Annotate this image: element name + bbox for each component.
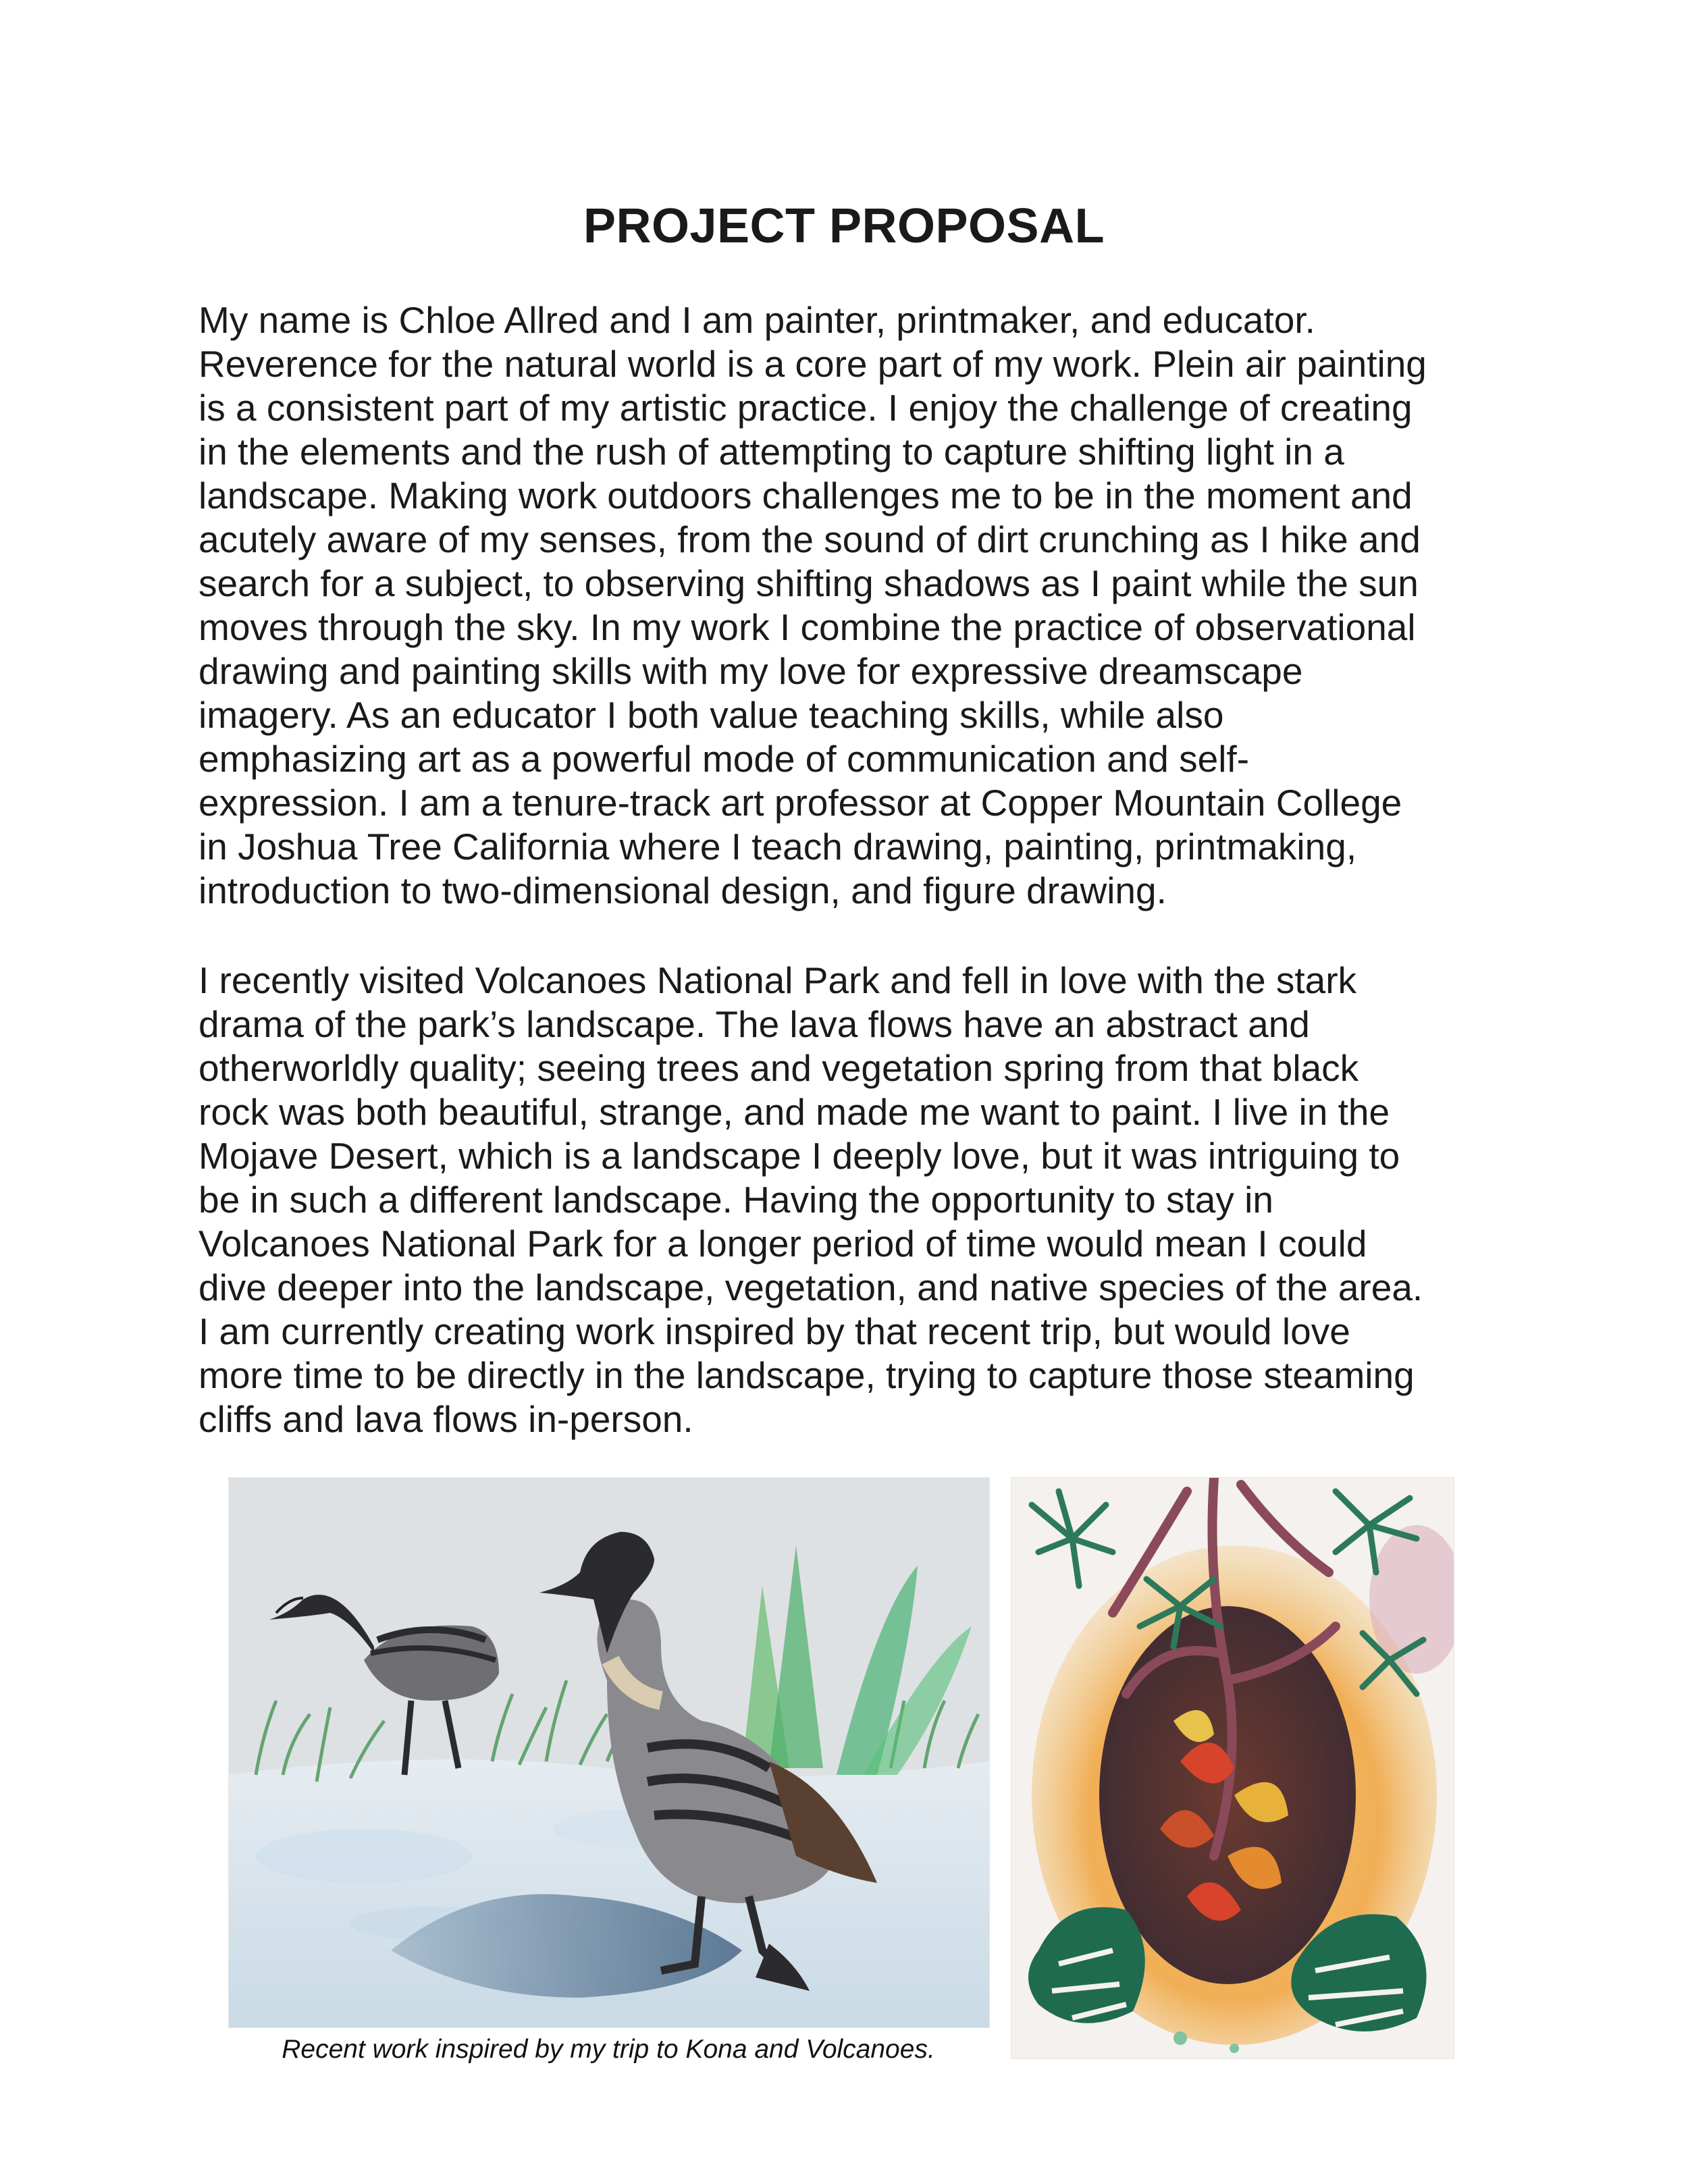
paragraph-line: Mojave Desert, which is a landscape I deeply love, but it was intriguing to bbox=[199, 1135, 1400, 1177]
paragraph-line: in the elements and the rush of attempting to capture shifting light in a bbox=[199, 431, 1344, 473]
paragraph-line: acutely aware of my senses, from the sound of dirt crunching as I hike and bbox=[199, 518, 1421, 560]
paragraph-line: be in such a different landscape. Having the opportunity to stay in bbox=[199, 1179, 1273, 1221]
botanical-painting-illustration bbox=[1011, 1478, 1454, 2058]
paragraph-line: introduction to two-dimensional design, and figure drawing. bbox=[199, 870, 1167, 911]
paragraph-line: rock was both beautiful, strange, and made me want to paint. I live in the bbox=[199, 1091, 1390, 1133]
paint-drop-icon bbox=[1230, 2044, 1239, 2053]
paragraph-line: drawing and painting skills with my love for expressive dreamscape bbox=[199, 650, 1303, 692]
paragraph-line: dive deeper into the landscape, vegetation, and native species of the area. bbox=[199, 1267, 1423, 1308]
geese-painting bbox=[228, 1477, 990, 2028]
paragraph-volcanoes bbox=[199, 959, 1522, 1441]
paragraph-line: imagery. As an educator I both value teaching skills, while also bbox=[199, 694, 1224, 736]
paragraph-line: emphasizing art as a powerful mode of communication and self- bbox=[199, 738, 1250, 780]
paragraph-line: I recently visited Volcanoes National Park and fell in love with the stark bbox=[199, 959, 1357, 1001]
paragraph-line: Reverence for the natural world is a core part of my work. Plein air painting bbox=[199, 343, 1427, 385]
paragraph-line: search for a subject, to observing shifting shadows as I paint while the sun bbox=[199, 562, 1419, 604]
paragraph-line: I am currently creating work inspired by that recent trip, but would love bbox=[199, 1310, 1350, 1352]
paragraph-line: moves through the sky. In my work I combine the practice of observational bbox=[199, 606, 1416, 648]
figure-caption: Recent work inspired by my trip to Kona and Volcanoes. bbox=[282, 2035, 935, 2064]
paragraph-line: Volcanoes National Park for a longer period of time would mean I could bbox=[199, 1223, 1367, 1264]
paragraph-line: landscape. Making work outdoors challenges me to be in the moment and bbox=[199, 475, 1413, 516]
paragraph-line: drama of the park’s landscape. The lava flows have an abstract and bbox=[199, 1003, 1310, 1045]
paint-drop-icon bbox=[1173, 2031, 1187, 2045]
paragraph-line: cliffs and lava flows in-person. bbox=[199, 1398, 693, 1440]
paragraph-line: more time to be directly in the landscape, trying to capture those steaming bbox=[199, 1354, 1415, 1396]
paragraph-line: otherworldly quality; seeing trees and vegetation spring from that black bbox=[199, 1047, 1359, 1089]
paragraph-line: is a consistent part of my artistic practice. I enjoy the challenge of creating bbox=[199, 387, 1413, 429]
paragraph-intro bbox=[199, 298, 1522, 913]
geese-painting-illustration bbox=[229, 1478, 989, 2027]
botanical-painting bbox=[1011, 1477, 1454, 2059]
paragraph-line: in Joshua Tree California where I teach drawing, painting, printmaking, bbox=[199, 826, 1357, 868]
paragraph-line: expression. I am a tenure-track art professor at Copper Mountain College bbox=[199, 782, 1402, 824]
paragraph-line: My name is Chloe Allred and I am painter, printmaker, and educator. bbox=[199, 299, 1315, 341]
page-title: PROJECT PROPOSAL bbox=[583, 199, 1105, 253]
